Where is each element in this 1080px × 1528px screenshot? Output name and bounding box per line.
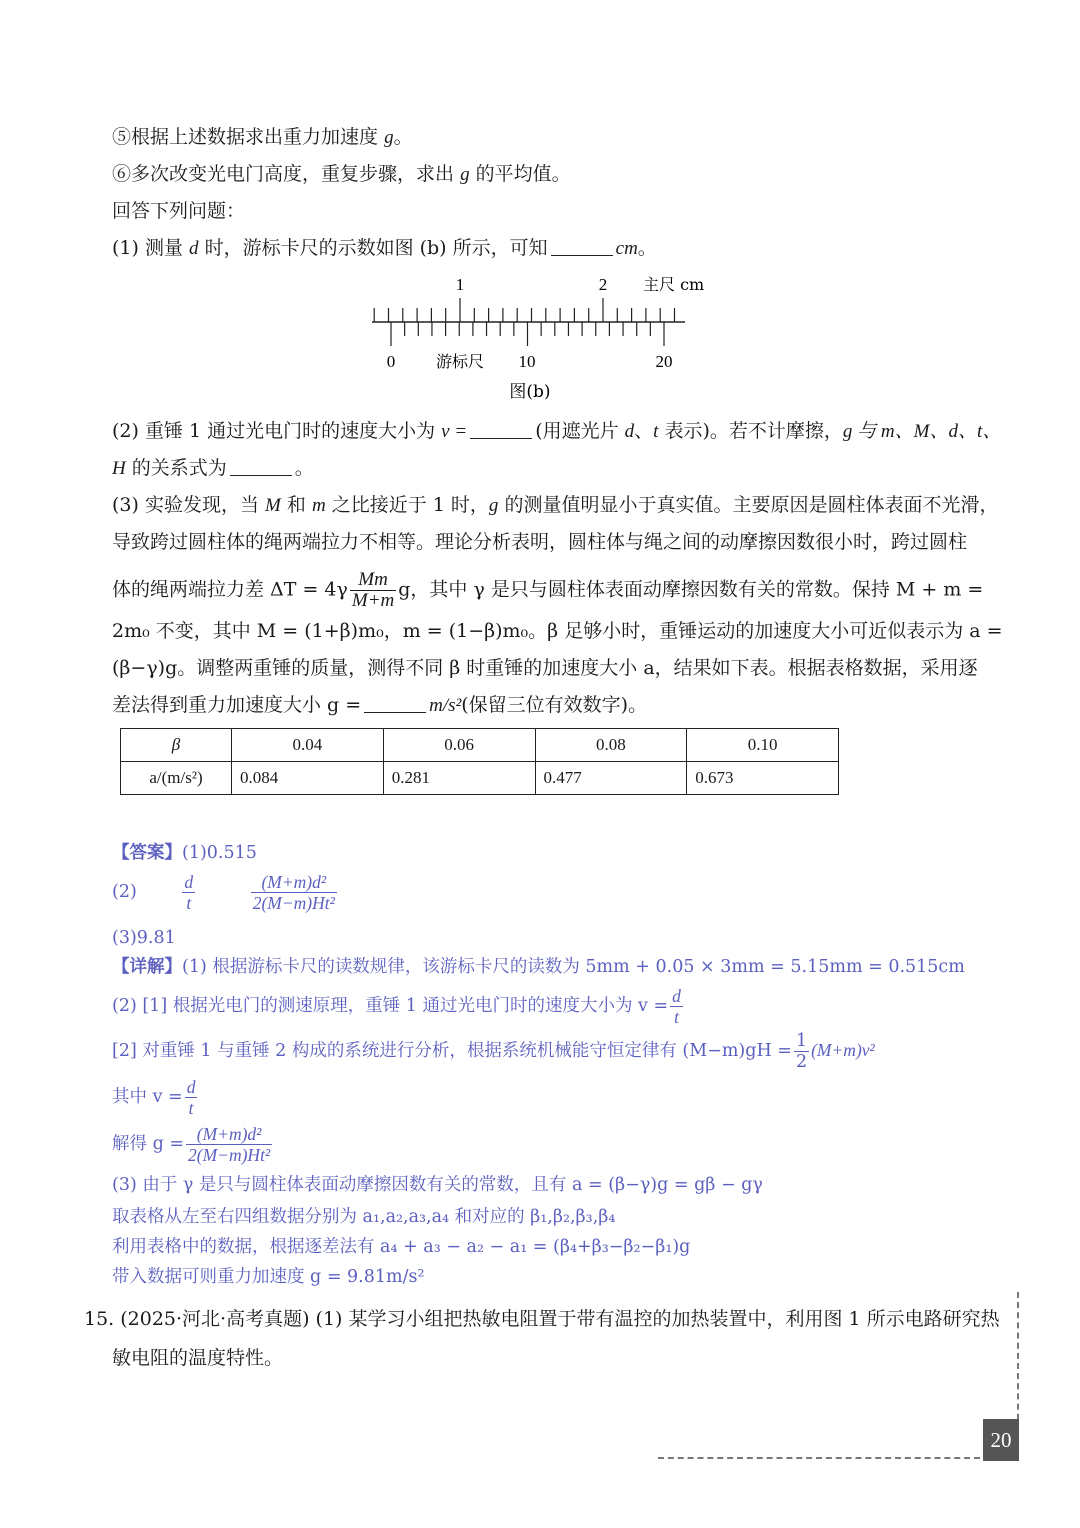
detail-3: [2] 对重锤 1 与重锤 2 构成的系统进行分析，根据系统机械能守恒定律有 (M−m)gH = $\frac{1}{2}$ (M+m)v² (112, 1031, 875, 1072)
figure-caption: 图(b) (509, 382, 551, 402)
question-3-line-2: 导致跨过圆柱体的绳两端拉力不相等。理论分析表明，圆柱体与绳之间的动摩擦因数很小时，跨过圆柱 (112, 531, 968, 553)
question-3-line-4: 2m₀ 不变，其中 M = (1+β)m₀，m = (1−β)m₀。β 足够小时，重锤运动的加速度大小可近似表示为 a = (112, 620, 1003, 642)
answer-blank (551, 237, 613, 256)
answer-2: (2) $\frac{d}{t}$ $\frac{\text{(M+m)d²}}{\text{2(M−m)Ht²}}$ (112, 872, 335, 913)
vernier-label-10: 10 (518, 352, 536, 371)
answer-1: 【答案】(1)0.515 (112, 843, 257, 863)
answer-blank (470, 420, 532, 439)
answer-prompt: 回答下列问题： (112, 200, 246, 222)
detail-8: 利用表格中的数据，根据逐差法有 a₄ + a₃ − a₂ − a₁ = (β₄+β₃−β₂−β₁)g (112, 1237, 691, 1257)
vernier-scale-name: 游标尺 (435, 352, 485, 371)
question-15-line-2: 敏电阻的温度特性。 (112, 1347, 284, 1369)
answer-blank (364, 694, 426, 713)
question-2-line-1: (2) 重锤 1 通过光电门时的速度大小为 v = (用遮光片 d、t 表示)。若不计摩擦，g 与 m、M、d、t、 (112, 420, 1002, 442)
step-5: ⑤根据上述数据求出重力加速度 g。 (112, 126, 413, 148)
question-3-line-1: (3) 实验发现，当 M 和 m 之比接近于 1 时，g 的测量值明显小于真实值。主要原因是圆柱体表面不光滑， (112, 494, 999, 516)
page-number: 20 (983, 1419, 1019, 1461)
question-3-line-3: 体的绳两端拉力差 ΔT = 4γ $\frac{Mm}{M+m}$ g，其中 γ 是只与圆柱体表面动摩擦因数有关的常数。保持 M + m = (112, 569, 984, 611)
question-1: (1) 测量 d 时，游标卡尺的示数如图 (b) 所示，可知 cm。 (112, 237, 657, 259)
answer-blank (230, 457, 292, 476)
detail-7: 取表格从左至右四组数据分别为 a₁,a₂,a₃,a₄ 和对应的 β₁,β₂,β₃,β₄ (112, 1207, 616, 1227)
detail-2: (2) [1] 根据光电门的测速原理，重锤 1 通过光电门时的速度大小为 v = $\frac{d}{t}$ (112, 986, 681, 1027)
vernier-label-20: 20 (655, 352, 673, 371)
main-label-1: 1 (455, 275, 465, 294)
detail-5: 解得 g = $\frac{\text{(M+m)d²}}{\text{2(M−m)Ht²}}$ (112, 1124, 271, 1165)
main-label-2: 2 (598, 275, 608, 294)
page-border-dashed-vertical (1017, 1292, 1019, 1440)
page-border-dashed-horizontal (658, 1457, 980, 1459)
detail-1: 【详解】(1) 根据游标卡尺的读数规律，该游标卡尺的读数为 5mm + 0.05 × 3mm = 5.15mm = 0.515cm (112, 957, 965, 977)
step-6: ⑥多次改变光电门高度，重复步骤，求出 g 的平均值。 (112, 163, 571, 185)
table-row: a/(m/s²) 0.084 0.281 0.477 0.673 (121, 762, 839, 795)
question-15-line-1: 15. (2025·河北·高考真题) (1) 某学习小组把热敏电阻置于带有温控的加热装置中，利用图 1 所示电路研究热 (84, 1308, 1000, 1330)
main-scale-unit: 主尺 cm (643, 275, 705, 294)
answer-3: (3)9.81 (112, 928, 176, 948)
vernier-caliper-figure (360, 268, 720, 408)
detail-9: 带入数据可则重力加速度 g = 9.81m/s² (112, 1267, 425, 1287)
data-table (120, 728, 839, 795)
vernier-label-0: 0 (386, 352, 396, 371)
question-3-line-6: 差法得到重力加速度大小 g = m/s²(保留三位有效数字)。 (112, 694, 648, 716)
table-row: β 0.04 0.06 0.08 0.10 (121, 729, 839, 762)
question-2-line-2: H 的关系式为 。 (112, 457, 314, 479)
detail-4: 其中 v = $\frac{d}{t}$ (112, 1077, 196, 1118)
detail-6: (3) 由于 γ 是只与圆柱体表面动摩擦因数有关的常数，且有 a = (β−γ)g = gβ − gγ (112, 1175, 763, 1195)
question-3-line-5: (β−γ)g。调整两重锤的质量，测得不同 β 时重锤的加速度大小 a，结果如下表。根据表格数据，采用逐 (112, 657, 978, 679)
